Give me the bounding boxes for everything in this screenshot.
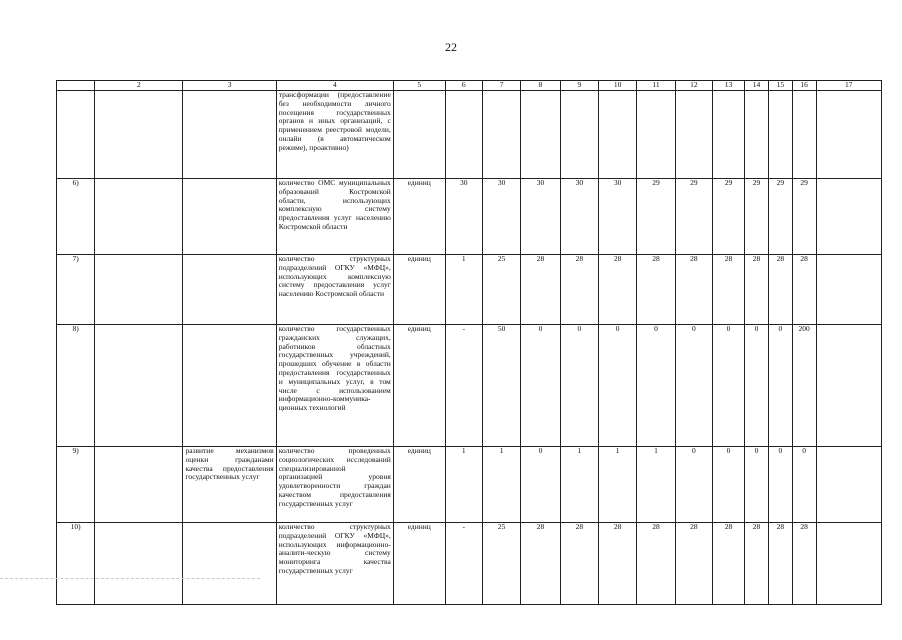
table-cell	[95, 179, 183, 255]
header-cell: 11	[637, 81, 675, 91]
header-cell: 5	[393, 81, 445, 91]
row-number-cell: 10)	[57, 523, 95, 605]
value-cell: 28	[560, 255, 598, 325]
value-cell: -	[445, 325, 482, 447]
value-cell: 29	[712, 179, 744, 255]
header-cell: 3	[183, 81, 276, 91]
value-cell: 28	[792, 255, 816, 325]
value-cell: 28	[712, 255, 744, 325]
indicator-cell: количество проведенных социологических исследований специализированной организацией уровня удовлетворенности граждан качеством предоставления государственных услуг	[276, 447, 393, 523]
unit-cell: единиц	[393, 325, 445, 447]
value-cell: 28	[560, 523, 598, 605]
value-cell: 28	[768, 523, 792, 605]
value-cell: 28	[768, 255, 792, 325]
value-cell: 30	[598, 179, 636, 255]
row-number-cell	[57, 91, 95, 179]
value-cell	[712, 91, 744, 179]
page-number: 22	[445, 40, 457, 54]
value-cell	[598, 91, 636, 179]
value-cell	[745, 91, 769, 179]
value-cell: 28	[675, 523, 712, 605]
value-cell	[792, 91, 816, 179]
table-cell	[95, 91, 183, 179]
unit-cell: единиц	[393, 179, 445, 255]
header-cell: 10	[598, 81, 636, 91]
measure-cell	[183, 179, 276, 255]
value-cell: 25	[482, 255, 520, 325]
unit-cell: единиц	[393, 447, 445, 523]
value-cell: 28	[745, 255, 769, 325]
value-cell: 0	[768, 325, 792, 447]
table-cell	[816, 447, 881, 523]
value-cell: 29	[637, 179, 675, 255]
value-cell	[560, 91, 598, 179]
header-cell: 7	[482, 81, 520, 91]
value-cell: 28	[598, 255, 636, 325]
value-cell	[675, 91, 712, 179]
value-cell: 30	[482, 179, 520, 255]
header-cell: 8	[521, 81, 560, 91]
header-cell: 2	[95, 81, 183, 91]
table-cell	[95, 447, 183, 523]
value-cell: 0	[792, 447, 816, 523]
value-cell: 200	[792, 325, 816, 447]
indicator-cell: количество государственных гражданских служащих, работников областных государственных учреждений, прошедших обучение в области предоставления государственных и муниципальных услуг, в том числе с использованием информационно-коммуника-ционных технологий	[276, 325, 393, 447]
table-row	[57, 91, 882, 179]
value-cell: 29	[792, 179, 816, 255]
value-cell	[637, 91, 675, 179]
value-cell: 29	[675, 179, 712, 255]
value-cell: 1	[560, 447, 598, 523]
row-number-cell: 8)	[57, 325, 95, 447]
unit-cell	[393, 91, 445, 179]
measure-cell	[183, 523, 276, 605]
table-cell	[95, 325, 183, 447]
value-cell: 29	[745, 179, 769, 255]
table-row	[57, 447, 882, 523]
indicators-table	[56, 80, 882, 605]
value-cell: 28	[637, 523, 675, 605]
measure-cell: развитие механизмов оценки гражданами качества предоставления государственных услуг	[183, 447, 276, 523]
header-cell: 14	[745, 81, 769, 91]
indicator-cell: количество структурных подразделений ОГКУ «МФЦ», использующих информационно-аналити-ческую систему мониторинга качества государственных услуг	[276, 523, 393, 605]
value-cell: 0	[675, 325, 712, 447]
value-cell: 28	[637, 255, 675, 325]
value-cell: 0	[745, 325, 769, 447]
unit-cell: единиц	[393, 255, 445, 325]
unit-cell: единиц	[393, 523, 445, 605]
header-cell: 6	[445, 81, 482, 91]
header-cell: 16	[792, 81, 816, 91]
value-cell: 28	[745, 523, 769, 605]
value-cell: -	[445, 523, 482, 605]
value-cell: 0	[675, 447, 712, 523]
table-cell	[95, 255, 183, 325]
value-cell: 28	[792, 523, 816, 605]
row-number-cell: 6)	[57, 179, 95, 255]
scan-artifact-line	[0, 578, 260, 579]
table-cell	[816, 91, 881, 179]
table-row	[57, 523, 882, 605]
table-cell	[816, 179, 881, 255]
table-cell	[816, 255, 881, 325]
value-cell: 0	[745, 447, 769, 523]
table-cell	[816, 523, 881, 605]
indicator-cell: количество ОМС муниципальных образований Костромской области, использующих комплексную систему предоставления услуг населению Костромской области	[276, 179, 393, 255]
value-cell: 1	[598, 447, 636, 523]
value-cell	[768, 91, 792, 179]
header-cell: 13	[712, 81, 744, 91]
indicator-cell: трансформации (предоставление без необходимости личного посещения государственных органов и иных организаций, с применением реестровой модели, онлайн (в автоматическом режиме), проактивно)	[276, 91, 393, 179]
table-row	[57, 325, 882, 447]
header-cell: 9	[560, 81, 598, 91]
header-row	[57, 81, 882, 91]
value-cell: 0	[712, 325, 744, 447]
value-cell: 29	[768, 179, 792, 255]
indicator-cell: количество структурных подразделений ОГКУ «МФЦ», использующих комплексную систему предоставления услуг населению Костромской области	[276, 255, 393, 325]
table-row	[57, 179, 882, 255]
header-cell	[57, 81, 95, 91]
measure-cell	[183, 325, 276, 447]
value-cell	[521, 91, 560, 179]
value-cell: 28	[675, 255, 712, 325]
value-cell: 28	[712, 523, 744, 605]
value-cell: 0	[521, 325, 560, 447]
value-cell	[445, 91, 482, 179]
value-cell: 1	[482, 447, 520, 523]
value-cell: 0	[712, 447, 744, 523]
value-cell: 0	[521, 447, 560, 523]
value-cell: 50	[482, 325, 520, 447]
table-cell	[816, 325, 881, 447]
value-cell: 25	[482, 523, 520, 605]
header-cell: 4	[276, 81, 393, 91]
header-cell: 17	[816, 81, 881, 91]
value-cell: 30	[560, 179, 598, 255]
table-cell	[95, 523, 183, 605]
value-cell: 0	[560, 325, 598, 447]
table-row	[57, 255, 882, 325]
row-number-cell: 7)	[57, 255, 95, 325]
row-number-cell: 9)	[57, 447, 95, 523]
value-cell: 28	[521, 255, 560, 325]
value-cell	[482, 91, 520, 179]
value-cell: 0	[598, 325, 636, 447]
header-cell: 15	[768, 81, 792, 91]
value-cell: 1	[445, 255, 482, 325]
value-cell: 28	[598, 523, 636, 605]
measure-cell	[183, 255, 276, 325]
value-cell: 28	[521, 523, 560, 605]
measure-cell	[183, 91, 276, 179]
header-cell: 12	[675, 81, 712, 91]
value-cell: 1	[637, 447, 675, 523]
value-cell: 30	[521, 179, 560, 255]
value-cell: 1	[445, 447, 482, 523]
value-cell: 0	[637, 325, 675, 447]
value-cell: 0	[768, 447, 792, 523]
value-cell: 30	[445, 179, 482, 255]
